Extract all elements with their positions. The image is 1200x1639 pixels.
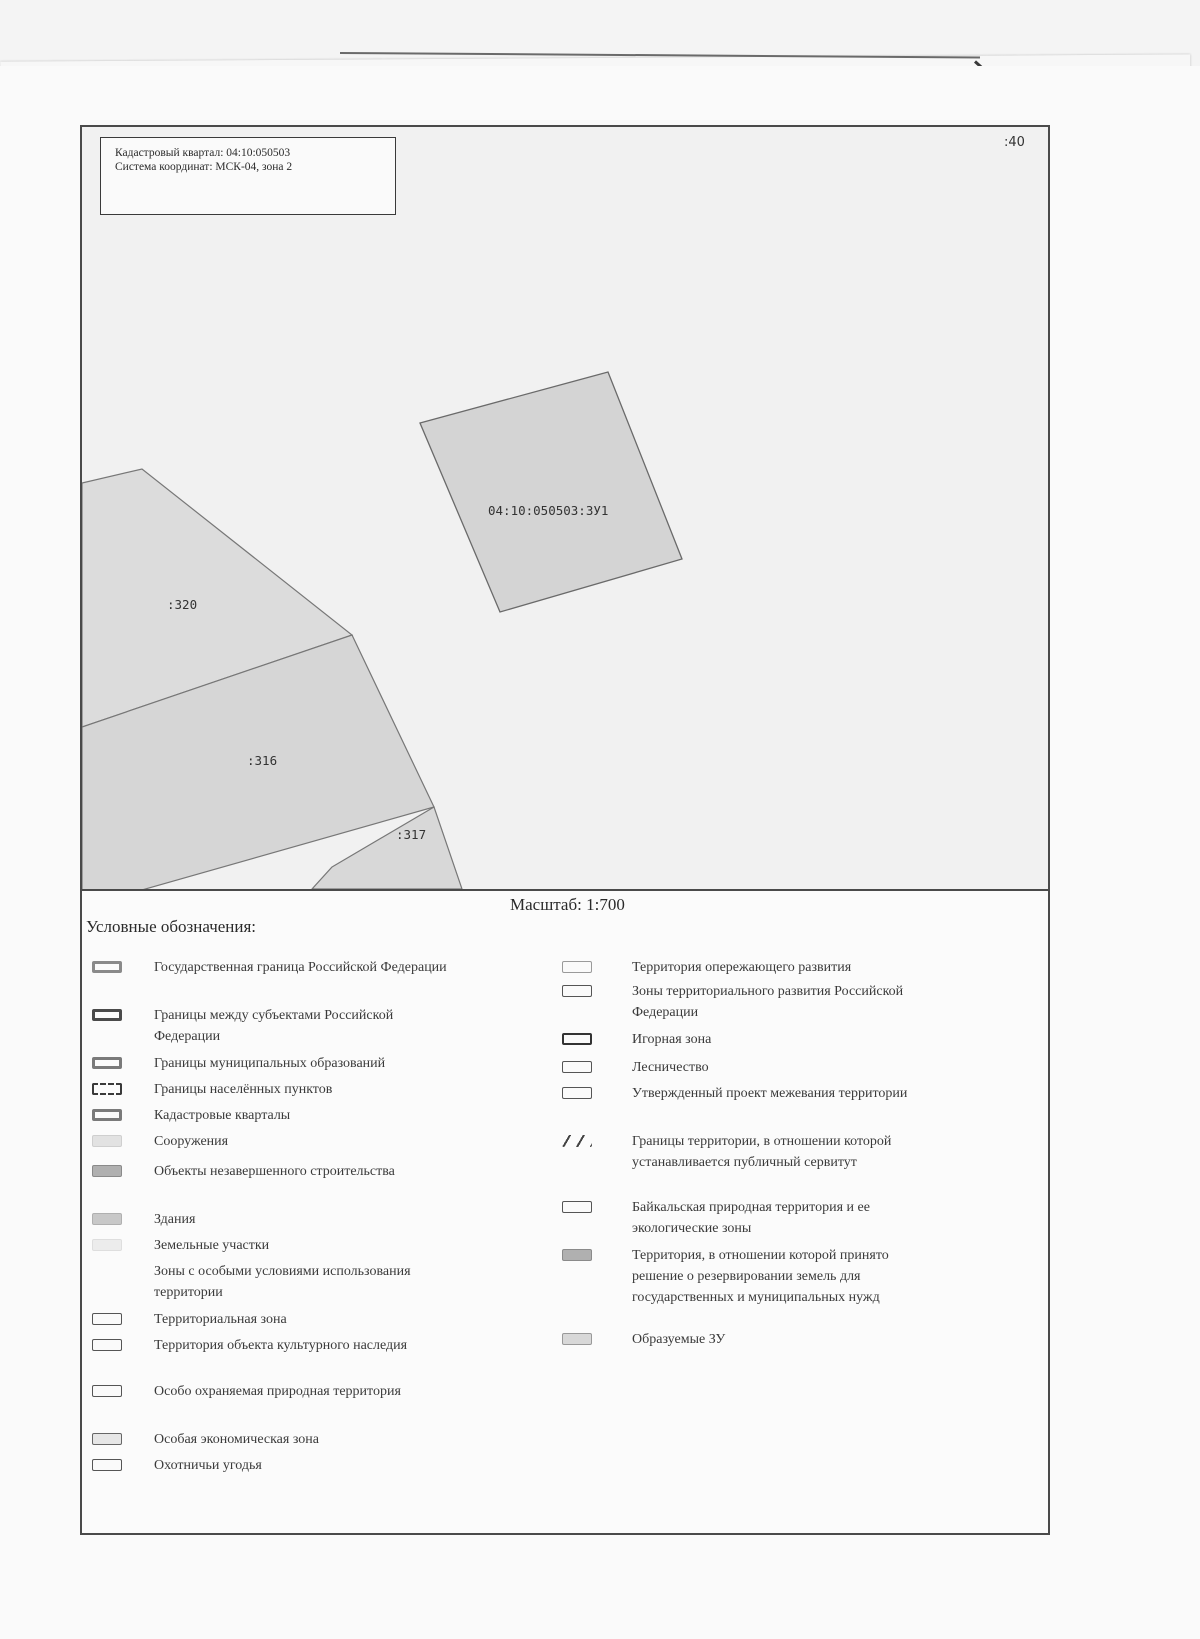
legend-label: Байкальская природная территория и ее экологические зоны [632, 1200, 870, 1236]
legend-symbol [92, 1083, 122, 1095]
legend-label: Границы территории, в отношении которой устанавливается публичный сервитут [632, 1134, 892, 1170]
legend-label: Образуемые ЗУ [632, 1332, 726, 1347]
legend-label: Утвержденный проект межевания территории [632, 1086, 908, 1101]
cadastral-info-box [100, 137, 396, 215]
parcel-316-label: :316 [247, 753, 278, 768]
legend-label: Лесничество [632, 1060, 709, 1075]
corner-parcel-label: :40 [1004, 135, 1025, 150]
legend-symbol [562, 961, 592, 973]
legend-symbol [92, 1165, 122, 1177]
map-frame [80, 125, 1050, 1535]
legend-label: Границы населённых пунктов [154, 1082, 333, 1097]
legend-label: Игорная зона [632, 1032, 712, 1047]
parcel-zu1-label: 04:10:050503:ЗУ1 [488, 503, 609, 518]
legend-symbol [92, 1109, 122, 1121]
legend-symbol [562, 985, 592, 997]
legend-symbol [92, 1385, 122, 1397]
legend-label: Сооружения [154, 1134, 229, 1149]
legend-label: Государственная граница Российской Федерации [154, 960, 447, 975]
legend-symbol [92, 1135, 122, 1147]
legend-label: Границы муниципальных образований [154, 1056, 386, 1071]
legend-symbol [562, 1087, 592, 1099]
legend-label: Территориальная зона [154, 1312, 287, 1327]
parcel-zu1[interactable] [420, 372, 682, 612]
legend-label: Особо охраняемая природная территория [154, 1384, 401, 1399]
legend-symbol [92, 1339, 122, 1351]
legend-label: Территория объекта культурного наследия [154, 1338, 408, 1353]
legend-symbol [92, 1057, 122, 1069]
legend-label: Особая экономическая зона [154, 1432, 319, 1447]
legend-symbol [92, 1009, 122, 1021]
legend-symbol [92, 1213, 122, 1225]
legend-label: Границы между субъектами Российской Федерации [154, 1008, 394, 1044]
legend-label: Охотничьи угодья [154, 1458, 262, 1473]
legend-symbol [92, 1459, 122, 1471]
legend-symbol [562, 1333, 592, 1345]
legend-label: Зоны территориального развития Российской Федерации [632, 984, 904, 1020]
legend-title: Условные обозначения: [86, 917, 257, 936]
map-canvas [82, 127, 1048, 889]
cadastral-quarter-text: Кадастровый квартал: 04:10:050503 [115, 147, 291, 159]
legend-symbol [562, 1249, 592, 1261]
legend-symbol [92, 1313, 122, 1325]
legend-label: Кадастровые кварталы [154, 1108, 291, 1123]
legend-symbol [562, 1201, 592, 1213]
legend-symbol [562, 1061, 592, 1073]
parcel-317-label: :317 [396, 827, 427, 842]
legend-symbol [92, 961, 122, 973]
legend-label: Зоны с особыми условиями использования территории [154, 1264, 411, 1300]
legend-label: Объекты незавершенного строительства [154, 1164, 395, 1179]
map-area[interactable] [82, 127, 1048, 891]
legend-label: Территория, в отношении которой принято решение о резервировании земель для государственных и муниципальных нужд [632, 1248, 889, 1305]
parcel-320-label: :320 [167, 597, 198, 612]
legend-label: Земельные участки [154, 1238, 270, 1253]
coordinate-system-text: Система координат: МСК-04, зона 2 [115, 161, 293, 173]
map-scale: Масштаб: 1:700 [510, 895, 625, 914]
legend-symbol [562, 1033, 592, 1045]
legend-symbol [92, 1239, 122, 1251]
legend-symbol [562, 1135, 592, 1147]
legend-symbol [92, 1433, 122, 1445]
legend-label: Территория опережающего развития [632, 960, 852, 975]
legend-label: Здания [154, 1212, 196, 1227]
